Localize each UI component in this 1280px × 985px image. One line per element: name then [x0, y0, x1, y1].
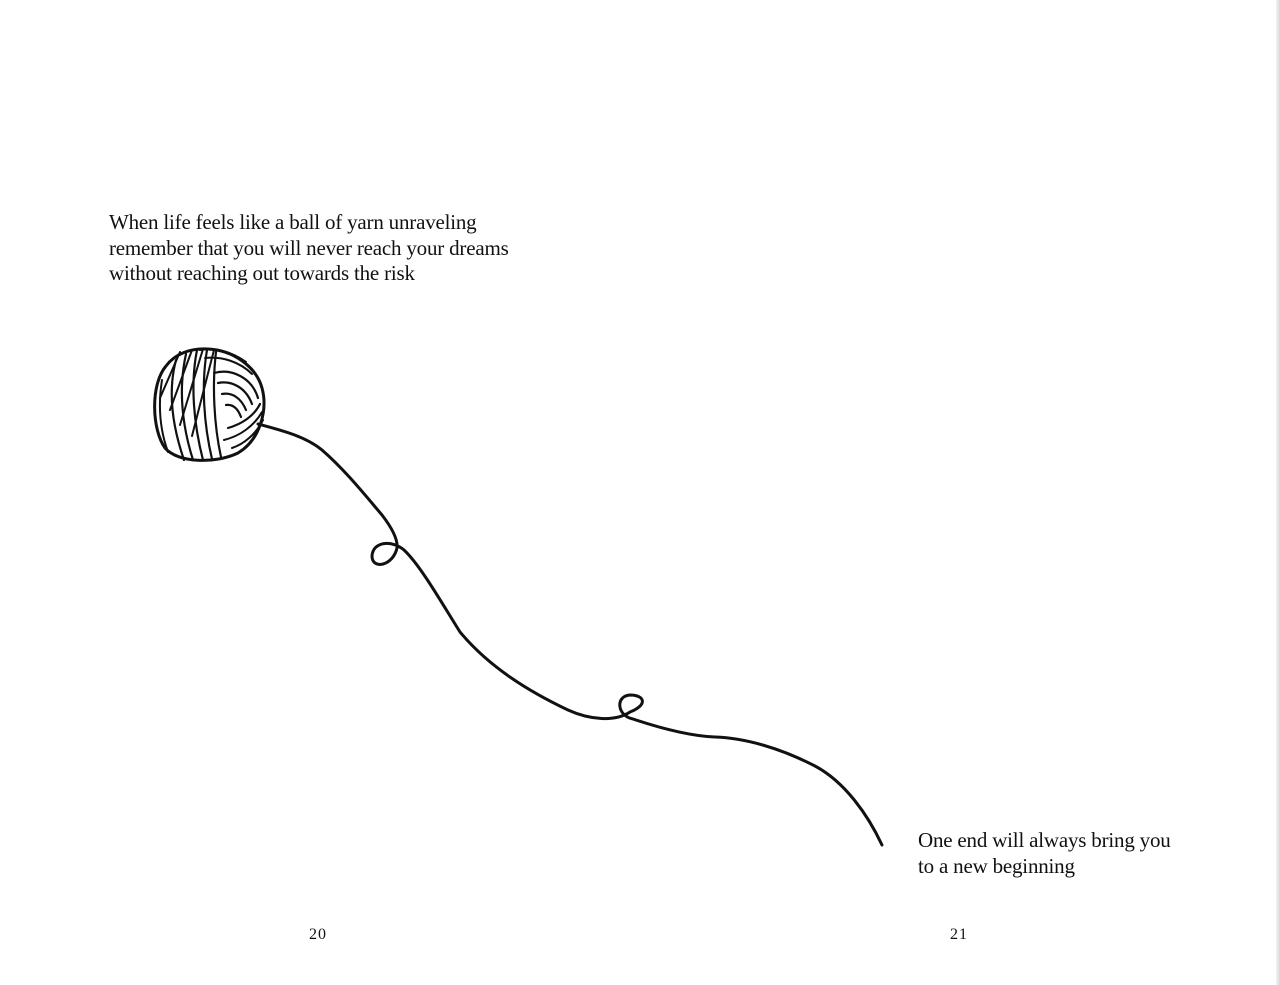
yarn-thread-line — [258, 424, 882, 845]
left-poem-line: remember that you will never reach your dreams — [109, 235, 509, 260]
yarn-ball-icon — [155, 349, 264, 460]
left-poem-line: without reaching out towards the risk — [109, 261, 415, 285]
left-poem — [109, 210, 509, 287]
page-edge-divider — [1276, 0, 1280, 985]
right-poem-line: One end will always bring you — [918, 828, 1171, 852]
right-poem-line: to a new beginning — [918, 853, 1075, 878]
page-number-left: 20 — [309, 926, 327, 943]
left-poem-line: When life feels like a ball of yarn unraveling — [109, 210, 477, 234]
page-number-right: 21 — [950, 926, 968, 943]
right-poem — [918, 828, 1171, 879]
